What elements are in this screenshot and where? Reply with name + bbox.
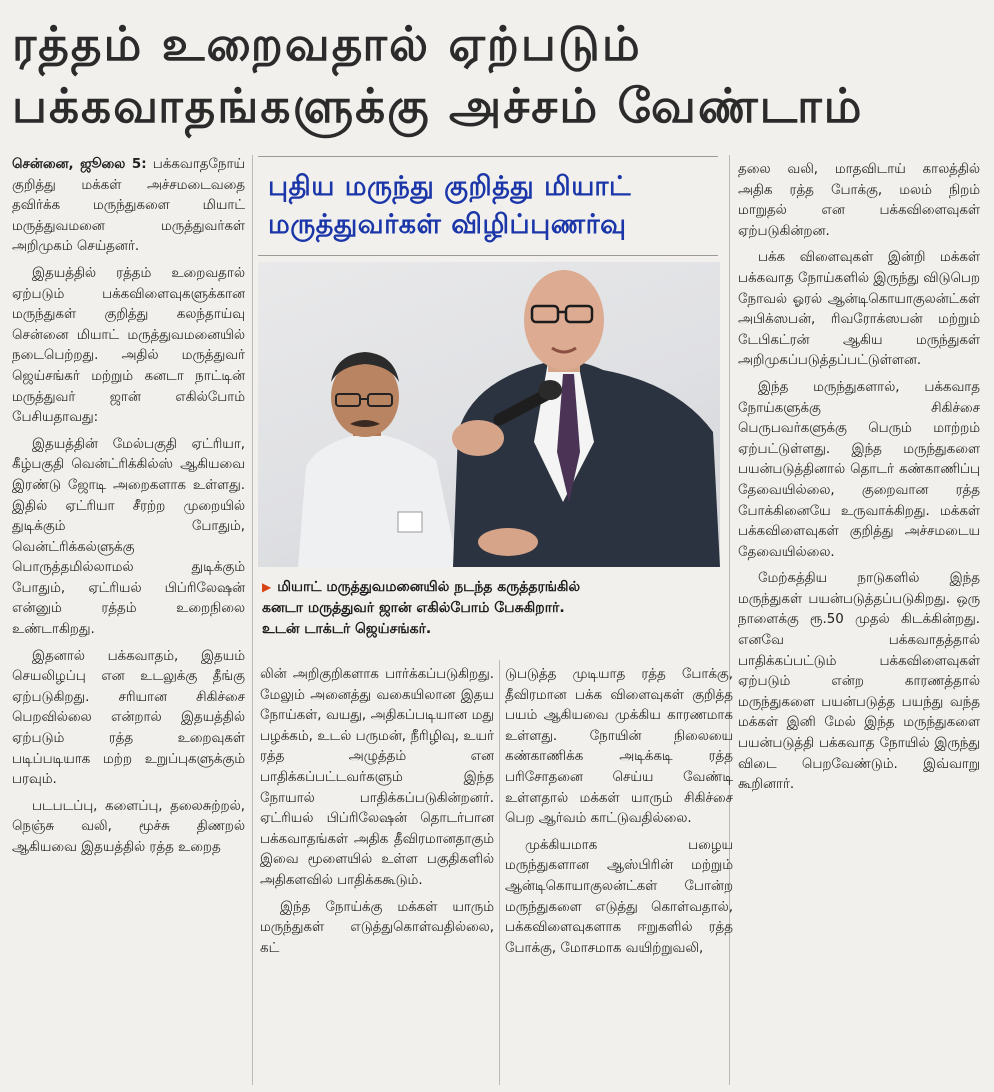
- name-tag: [398, 512, 422, 532]
- article-paragraph: பக்க விளைவுகள் இன்றி மக்கள் பக்கவாத நோய்களில் இருந்து விடுபெற நோவல் ஓரல் ஆன்டிகொயாகுலன்ட்கள் அபிக்ஸபன், ரிவரோக்ஸபன் மற்றும் டேபிகட்ரன் ஆகிய மருந்துகள் அறிமுகப்படுத்தப்பட்டுள்ளன.: [738, 250, 980, 369]
- caption-line-3: உடன் டாக்டர் ஜெய்சங்கர்.: [262, 621, 432, 637]
- article-paragraph: இதயத்தின் மேல்பகுதி ஏட்ரியா, கீழ்பகுதி வென்ட்ரிக்கில்ஸ் ஆகியவை இரண்டு ஜோடி அறைகளாக உள்ளது. இதில் ஏட்ரியா சீரற்ற முறையில் துடிக்கும் போதும், வென்ட்ரிக்கல்ளுக்கு பொருத்தமில்லாமல் துடிக்கும் போதும், ஏட்ரியல் பிப்ரிலேஷன் என்னும் ரத்தம் உறைநிலை உண்டாகிறது.: [12, 436, 245, 638]
- article-paragraph: இந்த மருந்துகளால், பக்கவாத நோய்களுக்கு சிகிச்சை பெருபவர்களுக்கு பெரும் மாற்றம் ஏற்பட்டுள்ளது. இந்த மருந்துகளை பயன்படுத்தினால் தொடர் கண்காணிப்பு தேவையில்லை, குறைவான ரத்த போக்கினையே உருவாக்கிறது. மக்கள் பக்கவிளைவுகள் குறித்து அச்சமடைய தேவையில்லை.: [738, 379, 980, 560]
- column-divider: [252, 155, 253, 1085]
- paragraph-text: பக்கவாதநோய் குறித்து மக்கள் அச்சமடைவதை தவிர்க்க மருந்துகளை மியாட் மருத்துவமனை மருத்துவர்கள் அறிமுகம் செய்தனர்.: [12, 157, 245, 255]
- caption-text-1: மியாட் மருத்துவமனையில் நடந்த கருத்தரங்கில்: [277, 579, 581, 595]
- arrow-right-icon: ▶: [262, 580, 272, 594]
- article-column-3: [505, 665, 733, 1085]
- caption-line-2: கனடா மருத்துவர் ஜான் எகில்போம் பேசுகிறார்.: [262, 600, 565, 616]
- subhead-line-1: புதிய மருந்து குறித்து மியாட்: [268, 171, 631, 202]
- article-paragraph: இதனால் பக்கவாதம், இதயம் செயலிழப்பு என உடலுக்கு தீங்கு ஏற்படுகிறது. சரியான சிகிச்சை பெறவில்லை என்றால் இதயத்தில் ஏற்படும் ரத்த உறைவுகள் படிப்படியாக மற்ற உறுப்புகளுக்கும் பரவும்.: [12, 648, 245, 788]
- headline-line-1: ரத்தம் உறைவதால் ஏற்படும்: [12, 17, 642, 72]
- left-person-shirt: [298, 432, 458, 567]
- news-photo: [258, 262, 720, 567]
- column-divider: [499, 660, 500, 1085]
- subhead-line-2: மருத்துவர்கள் விழிப்புணர்வு: [268, 209, 627, 240]
- article-column-4: [738, 160, 980, 1080]
- hand: [452, 420, 504, 456]
- article-paragraph: லின் அறிகுறிகளாக பார்க்கப்படுகிறது. மேலும் அனைத்து வகையிலான இதய நோய்கள், வயது, அதிகப்படியான மது பழக்கம், உடல் பருமன், நீரிழிவு, உயர் ரத்த அழுத்தம் என பாதிக்கப்பட்டவர்களும் இந்த நோயால் பாதிக்கப்படுகின்றனர். ஏட்ரியல் பிப்ரிலேஷன் தொடர்பான பக்கவாதங்கள் அதிக தீவிரமானதாகும் இவை மூளையில் உள்ள பகுதிகளில் அதிகளவில் பாதிக்ககூடும்.: [260, 667, 494, 888]
- caption-line-1: [262, 577, 718, 598]
- photo-caption: [262, 577, 718, 640]
- speakers-illustration: [258, 262, 720, 567]
- subhead-box: [258, 156, 718, 256]
- article-paragraph: இந்த நோய்க்கு மக்கள் யாரும் மருந்துகள் எடுத்துகொள்வதில்லை, கட்: [260, 899, 494, 956]
- article-paragraph: டுபடுத்த முடியாத ரத்த போக்கு, தீவிரமான பக்க விளைவுகள் குறித்த பயம் ஆகியவை முக்கிய காரணமாக உள்ளது. நோயின் நிலையை கண்காணிக்க அடிக்கடி ரத்த பரிசோதனை செய்ய வேண்டி உள்ளதால் மக்கள் யாரும் சிகிச்சை பெற ஆர்வம் காட்டுவதில்லை.: [505, 667, 733, 827]
- article-column-2: [260, 665, 494, 1085]
- article-paragraph: தலை வலி, மாதவிடாய் காலத்தில் அதிக ரத்த போக்கு, மலம் நிறம் மாறுதல் என பக்கவிளைவுகள் ஏற்படுகின்றன.: [738, 162, 980, 239]
- article-column-1: [12, 155, 245, 1085]
- article-paragraph: [12, 155, 245, 258]
- article-paragraph: இதயத்தில் ரத்தம் உறைவதால் ஏற்படும் பக்கவிளைவுகளுக்கான மருந்துகள் குறித்து கலந்தாய்வு சென்னை மியாட் மருத்துவமனையில் நடைபெற்றது. அதில் மருத்துவர் ஜெய்சங்கர் மற்றும் கனடா நாட்டின் மருத்துவர் ஜான் எகில்போம் பேசியதாவது:: [12, 265, 245, 426]
- article-paragraph: படபடப்பு, களைப்பு, தலைசுற்றல், நெஞ்சு வலி, மூச்சு திணறல் ஆகியவை இதயத்தில் ரத்த உறைத: [12, 798, 245, 855]
- headline-line-2: பக்கவாதங்களுக்கு அச்சம் வேண்டாம்: [12, 79, 864, 134]
- dateline: சென்னை, ஜூலை 5:: [12, 157, 147, 172]
- article-paragraph: மேற்கத்திய நாடுகளில் இந்த மருந்துகள் பயன்படுத்தப்படுகிறது. ஒரு நாளைக்கு ரூ.50 முதல் கிடக்கின்றது. எனவே பக்கவாதத்தால் பாதிக்கப்பட்டும் பக்கவிளைவுகள் ஏற்படும் என்ற காரணத்தால் மருந்துகளை பயன்படுத்த பயந்து வந்த மக்கள் இனி மேல் இந்த மருந்துகளை பயன்படுத்தி பக்கவாத நோயில் இருந்து விடை பெறவேண்டும். இவ்வாறு கூறினார்.: [738, 571, 980, 793]
- headline: [12, 14, 987, 138]
- article-paragraph: முக்கியமாக பழைய மருந்துகளான ஆஸ்பிரின் மற்றும் ஆன்டிகொயாகுலன்ட்கள் போன்ற மருந்துகளை எடுத்து கொள்வதால், பக்கவிளைவுகளாக ஈறுகளில் ரத்த போக்கு, மோசமாக வயிற்றுவலி,: [505, 837, 733, 956]
